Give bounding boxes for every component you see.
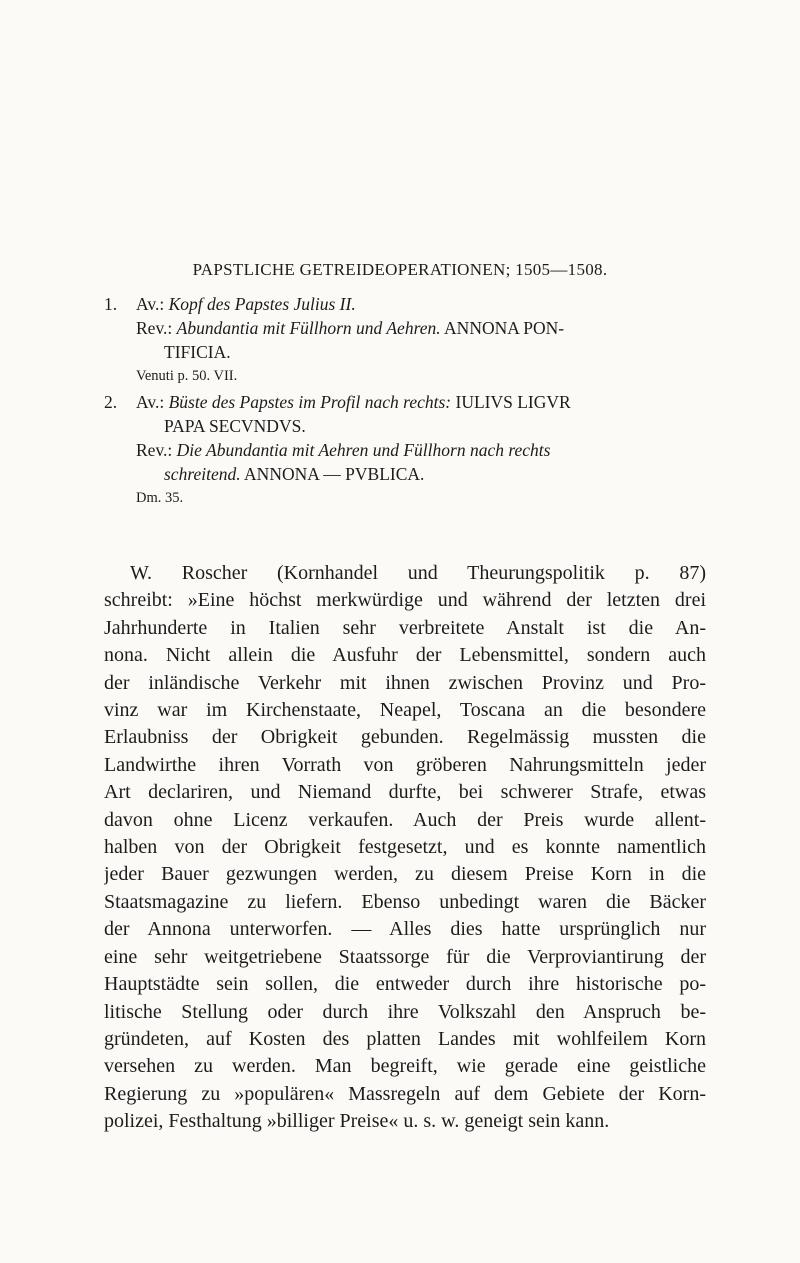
text-line: jeder Bauer gezwungen werden, zu diesem Preise Korn in die <box>104 863 706 886</box>
text-line: litische Stellung oder durch ihre Volkszahl den Anspruch be- <box>104 1000 706 1023</box>
text-line: davon ohne Licenz verkaufen. Auch der Preis wurde allent- <box>104 808 706 831</box>
running-heading: PAPSTLICHE GETREIDEOPERATIONEN; 1505—1508. <box>192 260 608 279</box>
obverse-description: Kopf des Papstes Julius II. <box>168 294 356 314</box>
text-line: gründeten, auf Kosten des platten Landes mit wohlfeilem Korn <box>104 1027 706 1050</box>
text-line: Landwirthe ihren Vorrath von gröberen Nahrungsmitteln jeder <box>104 753 706 776</box>
text-line: halben von der Obrigkeit festgesetzt, und es konnte namentlich <box>104 836 706 859</box>
reverse-legend: ANNONA — PVBLICA. <box>244 464 425 484</box>
reverse-legend: ANNONA PON- <box>444 318 565 338</box>
catalog-entry-1 <box>104 292 704 388</box>
text-line: eine sehr weitgetriebene Staatssorge für die Verproviantirung der <box>104 945 706 968</box>
text-line: nona. Nicht allein die Ausfuhr der Lebensmittel, sondern auch <box>104 644 706 667</box>
coin-catalog <box>104 292 704 512</box>
reverse-description: Abundantia mit Füllhorn und Aehren. <box>176 318 441 338</box>
reverse-line <box>136 438 704 462</box>
obverse-prefix: Av.: <box>136 294 165 314</box>
reverse-description: Die Abundantia mit Aehren und Füllhorn nach rechts <box>176 440 551 460</box>
obverse-legend-cont: PAPA SECVNDVS. <box>164 416 306 436</box>
text-line: vinz war im Kirchenstaate, Neapel, Toscana an die besondere <box>104 699 706 722</box>
text-line: W. Roscher (Kornhandel und Theurungspolitik p. 87) <box>130 562 706 584</box>
obverse-line <box>136 390 704 414</box>
text-line: der inländische Verkehr mit ihnen zwischen Provinz und Pro- <box>104 671 706 694</box>
catalog-entry-2 <box>104 390 704 510</box>
text-line: Jahrhunderte in Italien sehr verbreitete Anstalt ist die An- <box>104 616 706 639</box>
text-line: Staatsmagazine zu liefern. Ebenso unbedingt waren die Bäcker <box>104 890 706 913</box>
entry-source: Venuti p. 50. VII. <box>136 368 238 384</box>
reverse-description-cont: schreitend. <box>164 464 241 484</box>
body-paragraph <box>104 560 706 1136</box>
entry-source: Dm. 35. <box>136 490 184 506</box>
obverse-description: Büste des Papstes im Profil nach rechts: <box>168 392 452 412</box>
text-line: der Annona unterworfen. — Alles dies hatte ursprünglich nur <box>104 918 706 941</box>
text-line: Regierung zu »populären« Massregeln auf dem Gebiete der Korn- <box>104 1082 706 1105</box>
reverse-prefix: Rev.: <box>136 440 173 460</box>
entry-number: 2. <box>104 392 118 412</box>
reverse-prefix: Rev.: <box>136 318 173 338</box>
text-line: Art declariren, und Niemand durfte, bei schwerer Strafe, etwas <box>104 781 706 804</box>
text-line: Erlaubniss der Obrigkeit gebunden. Regelmässig mussten die <box>104 726 706 749</box>
obverse-prefix: Av.: <box>136 392 165 412</box>
obverse-line <box>136 292 704 316</box>
entry-number: 1. <box>104 294 118 314</box>
text-line: schreibt: »Eine höchst merkwürdige und während der letzten drei <box>104 589 706 612</box>
text-line: Hauptstädte sein sollen, die entweder durch ihre historische po- <box>104 973 706 996</box>
reverse-line <box>136 316 704 340</box>
text-line: versehen zu werden. Man begreift, wie gerade eine geistliche <box>104 1055 706 1078</box>
obverse-legend: IULIVS LIGVR <box>455 392 571 412</box>
text-line: polizei, Festhaltung »billiger Preise« u. s. w. geneigt sein kann. <box>104 1110 610 1133</box>
reverse-legend-cont: TIFICIA. <box>164 342 231 362</box>
reverse-line-cont <box>136 462 704 486</box>
